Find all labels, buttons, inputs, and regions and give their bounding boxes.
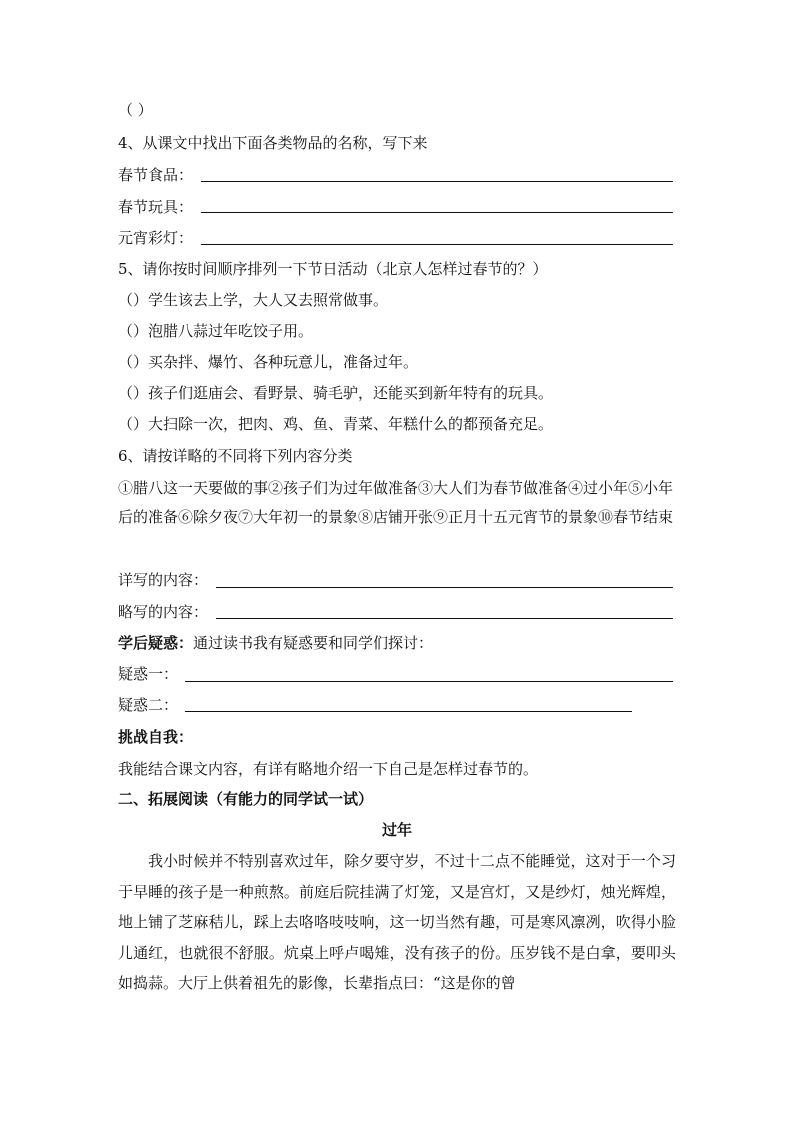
q4-heading: 4、从课文中找出下面各类物品的名称，写下来 [118,134,428,152]
doubt-one-blank[interactable] [185,681,673,682]
q4-lantern-label: 元宵彩灯： [118,229,194,247]
doubt-two-blank[interactable] [185,711,632,712]
q6-detail-blank[interactable] [216,587,673,588]
q4-food-blank[interactable] [201,181,673,182]
doubts-heading [118,633,433,653]
challenge-text: 我能结合课文内容，有详有略地介绍一下自己是怎样过春节的。 [118,760,539,778]
reading-title: 过年 [381,821,412,839]
q5-item: （）孩子们逛庙会、看野景、骑毛驴，还能买到新年特有的玩具。 [118,384,554,402]
q6-content: ①腊八这一天要做的事②孩子们为过年做准备③大人们为春节做准备④过小年⑤小年后的准备⑥除夕夜⑦大年初一的景象⑧店铺开张⑨正月十五元宵节的景象⑩春节结束 [118,479,674,526]
q4-food-label: 春节食品： [118,166,194,184]
q6-heading: 6、请按详略的不同将下列内容分类 [118,447,353,465]
doubts-heading-bold: 学后疑惑： [118,634,194,652]
q4-toy-label: 春节玩具： [118,198,194,216]
q5-item: （）学生该去上学，大人又去照常做事。 [118,291,389,309]
q5-heading: 5、请你按时间顺序排列一下节日活动（北京人怎样过春节的？） [118,260,548,278]
doubt-one-label: 疑惑一： [118,665,179,683]
section2-heading: 二、拓展阅读（有能力的同学试一试） [118,790,374,808]
q5-item: （）泡腊八蒜过年吃饺子用。 [118,322,314,340]
answer-paren: （ ） [118,101,153,119]
q6-brief-label: 略写的内容： [118,603,209,621]
q6-detail-label: 详写的内容： [118,571,209,589]
reading-body: 我小时候并不特别喜欢过年，除夕要守岁，不过十二点不能睡觉，这对于一个习于早睡的孩子是一种煎熬。前庭后院挂满了灯笼，又是宫灯，又是纱灯，烛光辉煌，地上铺了芝麻秸儿，踩上去咯咯吱吱响，这一切当然有趣，可是寒风凛冽，吹得小脸儿通红，也就很不舒服。炕桌上呼卢喝雉，没有孩子的份。压岁钱不是白拿，要叩头如捣蒜。大厅上供着祖先的影像，长辈指点曰：“这是你的曾 [118,852,676,992]
q5-item: （）大扫除一次，把肉、鸡、鱼、青菜、年糕什么的都预备充足。 [118,415,554,433]
doubts-heading-rest: 通过读书我有疑惑要和同学们探讨： [193,634,434,652]
q6-brief-blank[interactable] [216,618,673,619]
q5-item: （）买杂拌、爆竹、各种玩意儿，准备过年。 [118,353,419,371]
doubt-two-label: 疑惑二： [118,696,179,714]
q4-toy-blank[interactable] [201,212,673,213]
q4-lantern-blank[interactable] [201,244,673,245]
challenge-heading: 挑战自我： [118,728,194,746]
